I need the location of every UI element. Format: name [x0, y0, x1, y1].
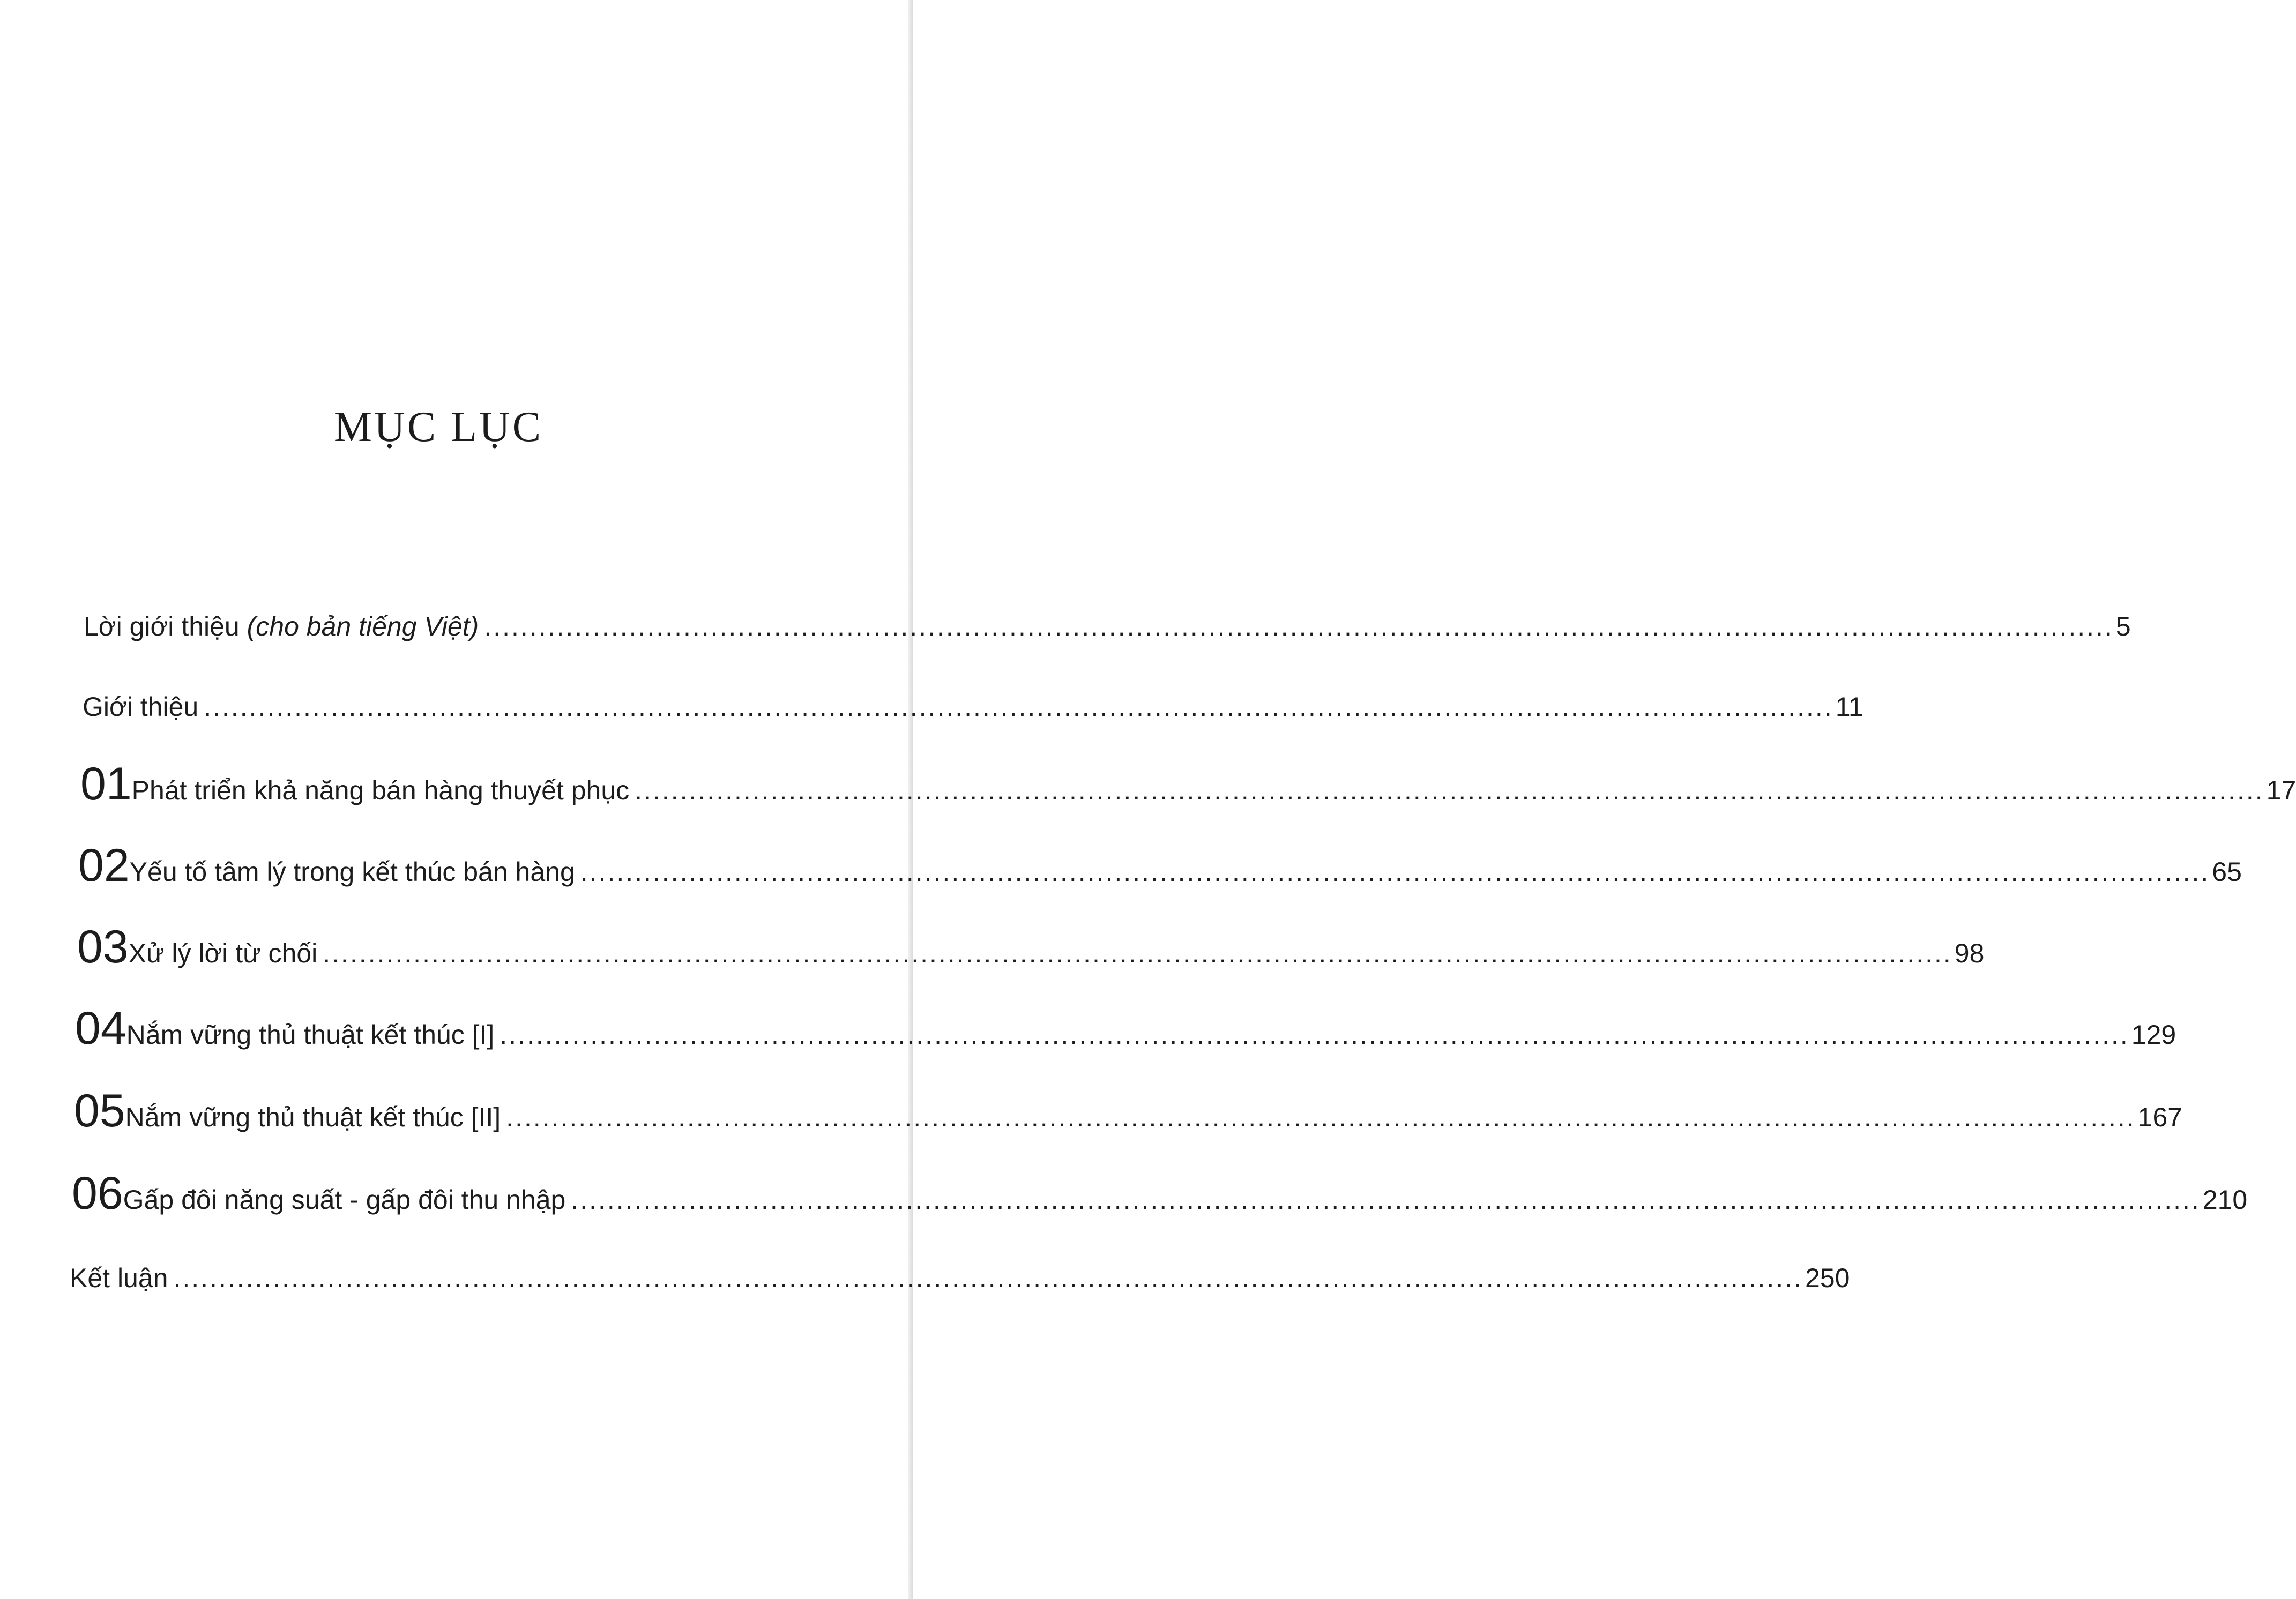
toc-entry-page: 167	[2137, 1102, 2183, 1132]
toc-entry-page: 98	[1954, 938, 1985, 968]
toc-entry-title: Xử lý lời từ chối	[128, 938, 318, 968]
toc-entry-page: 65	[2212, 857, 2242, 887]
toc-leader-dots: ....................................................................................................................................................................................	[173, 1263, 1803, 1293]
toc-entry-chapter-02	[78, 840, 2242, 891]
toc-entry-title: Lời giới thiệu (cho bản tiếng Việt)	[84, 611, 479, 641]
toc-entry-chapter-01	[80, 758, 2296, 810]
toc-entry-title: Gấp đôi năng suất - gấp đôi thu nhập	[123, 1185, 566, 1215]
toc-entry-title: Nắm vững thủ thuật kết thúc [I]	[126, 1020, 495, 1050]
page-title: MỤC LỤC	[333, 404, 543, 451]
toc-entry-page: 17	[2266, 775, 2296, 805]
toc-entry-page: 210	[2202, 1185, 2248, 1215]
toc-entry-title: Nắm vững thủ thuật kết thúc [II]	[125, 1102, 501, 1132]
toc-entry-chapter-06	[72, 1168, 2248, 1219]
toc-entry-page: 11	[1835, 692, 1863, 722]
chapter-number: 06	[72, 1168, 123, 1219]
toc-entry-chapter-03	[77, 921, 1985, 973]
toc-entry-intro	[83, 691, 1863, 722]
chapter-number: 03	[77, 921, 129, 973]
toc-entry-page: 250	[1805, 1263, 1850, 1293]
toc-entry-title: Giới thiệu	[83, 692, 199, 722]
toc-entry-title: Kết luận	[70, 1263, 168, 1293]
toc-entry-title: Phát triển khả năng bán hàng thuyết phục	[131, 775, 630, 805]
toc-leader-dots: ....................................................................................................................................................................................	[635, 775, 2264, 805]
toc-entry-title: Yếu tố tâm lý trong kết thúc bán hàng	[129, 857, 575, 887]
chapter-number: 02	[78, 840, 130, 891]
toc-entry-intro-vietnamese	[84, 611, 2131, 642]
toc-entry-chapter-05	[74, 1085, 2183, 1137]
toc-entry-chapter-04	[75, 1003, 2176, 1054]
toc-leader-dots: ....................................................................................................................................................................................	[506, 1102, 2136, 1132]
toc-entry-page: 5	[2115, 611, 2131, 641]
toc-entry-page: 129	[2131, 1020, 2176, 1050]
toc-leader-dots: ....................................................................................................................................................................................	[500, 1020, 2129, 1050]
toc-leader-dots: ....................................................................................................................................................................................	[580, 857, 2210, 887]
chapter-number: 01	[80, 758, 132, 810]
toc-leader-dots: ....................................................................................................................................................................................	[323, 938, 1952, 968]
chapter-number: 05	[74, 1085, 125, 1137]
toc-entry-conclusion	[70, 1262, 1850, 1294]
toc-leader-dots: ....................................................................................................................................................................................	[484, 611, 2114, 641]
toc-leader-dots: ....................................................................................................................................................................................	[204, 692, 1833, 722]
chapter-number: 04	[75, 1003, 126, 1054]
toc-leader-dots: ....................................................................................................................................................................................	[571, 1185, 2201, 1215]
